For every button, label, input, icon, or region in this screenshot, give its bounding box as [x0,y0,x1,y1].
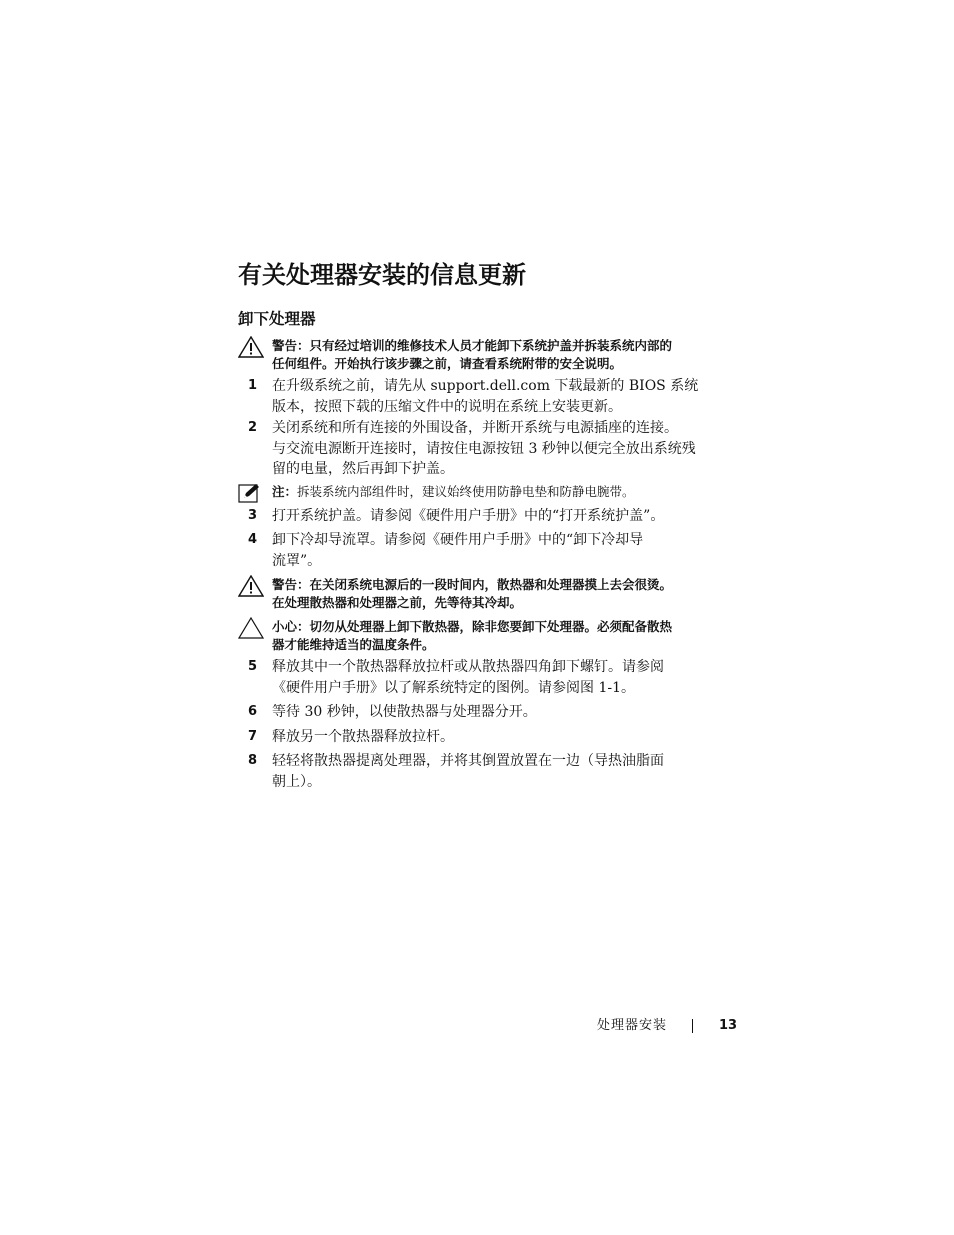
step-text-line: 与交流电源断开连接时，请按住电源按钮 3 秒钟以便完全放出系统残 [272,440,696,457]
warning-label: 警告： [272,577,310,592]
page-number: 13 [719,1018,738,1033]
step-number: 7 [248,729,258,744]
footer-section-title: 处理器安装 [596,1018,667,1033]
step-text-line: 卸下冷却导流罩。请参阅《硬件用户手册》中的“卸下冷却导 [272,532,644,548]
warning-line: 在关闭系统电源后的一段时间内，散热器和处理器摸上去会很烫。 [309,577,673,592]
pencil-note-icon [238,483,260,503]
step-text-line: 轻轻将散热器提离处理器，并将其倒置放置在一边（导热油脂面 [272,753,664,769]
step-number: 8 [248,753,258,768]
warning-text [272,337,734,373]
page-title: 有关处理器安装的信息更新 [238,261,526,289]
step-number: 4 [248,532,258,547]
step-text-line: 关闭系统和所有连接的外围设备，并断开系统与电源插座的连接。 [272,420,678,436]
note-label: 注： [272,484,298,499]
warning-line: 只有经过培训的维修技术人员才能卸下系统护盖并拆装系统内部的 [309,338,673,353]
step-text-line: 释放其中一个散热器释放拉杆或从散热器四角卸下螺钉。请参阅 [272,659,664,675]
step-text-line: 朝上）。 [272,773,321,790]
warning-line: 任何组件。开始执行该步骤之前，请查看系统附带的安全说明。 [272,356,623,371]
note-text [272,483,734,501]
caution-label: 小心： [272,619,310,634]
note-body: 拆装系统内部组件时，建议始终使用防静电垫和防静电腕带。 [297,484,635,499]
footer-divider [692,1019,693,1033]
caution-triangle-icon [238,617,264,639]
step-text-line: 版本，按照下载的压缩文件中的说明在系统上安装更新。 [272,398,622,415]
warning-triangle-icon [238,575,264,597]
step-number: 1 [248,378,258,393]
step-text-line: 《硬件用户手册》以了解系统特定的图例。请参阅图 1-1。 [272,679,635,696]
warning-line: 在处理散热器和处理器之前，先等待其冷却。 [272,595,523,610]
warning-text [272,576,734,612]
step-text-line: 等待 30 秒钟，以使散热器与处理器分开。 [272,704,537,720]
step-text-line: 留的电量，然后再卸下护盖。 [272,461,454,477]
step-number: 3 [248,508,258,523]
step-number: 5 [248,659,258,674]
step-text-line: 在升级系统之前，请先从 support.dell.com 下载最新的 BIOS 系统 [272,378,699,394]
step-number: 6 [248,704,258,719]
caution-line: 切勿从处理器上卸下散热器，除非您要卸下处理器。必须配备散热 [309,619,673,634]
warning-triangle-icon [238,336,264,358]
step-number: 2 [248,420,258,435]
section-heading: 卸下处理器 [238,310,316,328]
caution-text [272,618,734,654]
step-text-line: 流罩”。 [272,552,322,569]
caution-line: 器才能维持适当的温度条件。 [272,637,435,652]
warning-label: 警告： [272,338,310,353]
step-text-line: 打开系统护盖。请参阅《硬件用户手册》中的“打开系统护盖”。 [272,508,665,524]
step-text-line: 释放另一个散热器释放拉杆。 [272,729,454,745]
